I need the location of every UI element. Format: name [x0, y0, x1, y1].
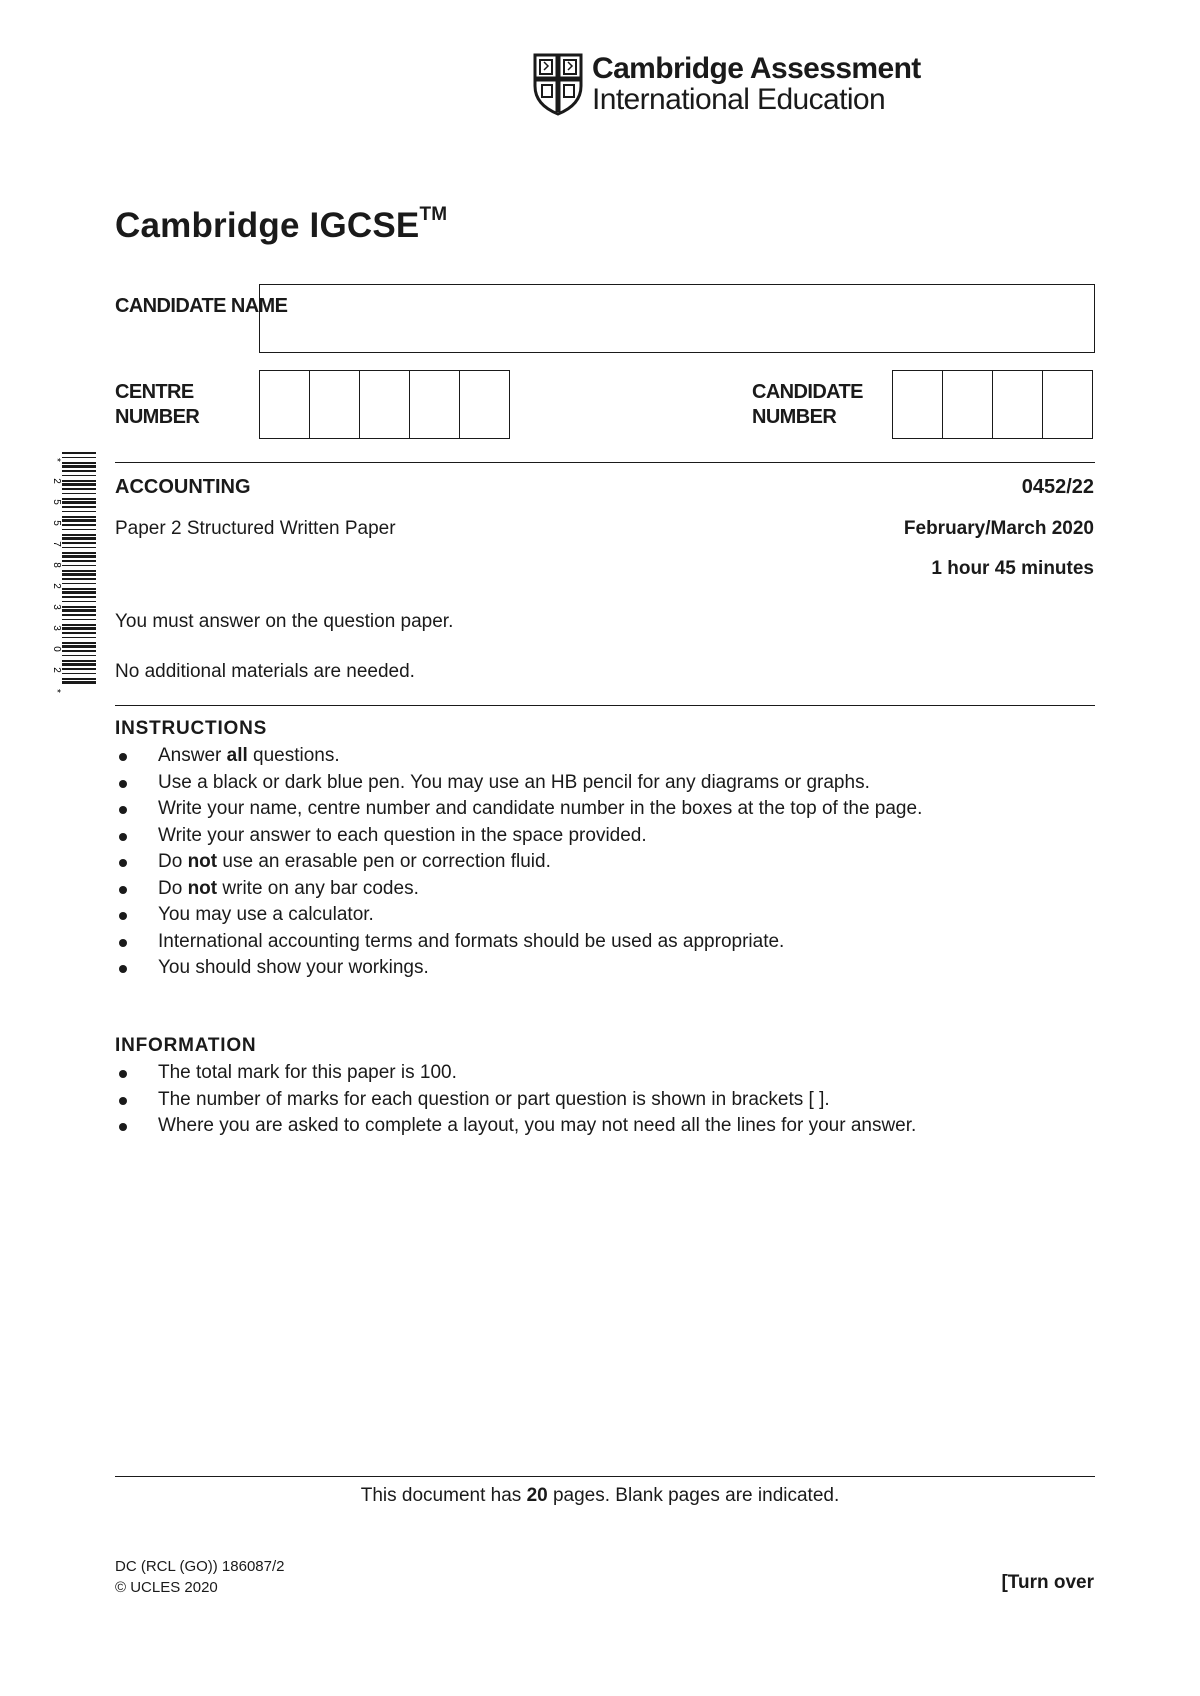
barcode-bar: [62, 560, 96, 562]
barcode-bar: [62, 678, 96, 680]
instruction-post: use an erasable pen or correction fluid.: [217, 851, 551, 872]
information-text: Where you are asked to complete a layout, you may not need all the lines for your answer.: [158, 1115, 917, 1136]
instruction-pre: You may use a calculator.: [158, 904, 374, 925]
document-reference: [115, 1556, 285, 1598]
barcode-bar: [62, 624, 96, 626]
barcode-bar: [62, 681, 96, 684]
information-heading: INFORMATION: [115, 1035, 257, 1056]
instruction-pre: Write your name, centre number and candidate number in the boxes at the top of the page.: [158, 798, 923, 819]
centre-number-cell[interactable]: [410, 371, 460, 438]
barcode-bar: [62, 555, 96, 558]
page-count-pre: This document has: [360, 1485, 527, 1506]
barcode-bar: [62, 601, 96, 602]
barcode-bar: [62, 483, 96, 486]
bullet-icon: [119, 833, 127, 841]
barcode-bar: [62, 542, 96, 544]
barcode-bar: [62, 591, 96, 594]
barcode-bar: [62, 529, 96, 530]
candidate-number-cell[interactable]: [943, 371, 993, 438]
barcode-digit: 3: [51, 604, 62, 610]
barcode-bar: [62, 565, 96, 566]
barcode-digit: 5: [51, 499, 62, 505]
logo-line-2: International Education: [592, 83, 886, 116]
instruction-pre: Answer: [158, 745, 227, 766]
candidate-number-label: CANDIDATE NUMBER: [752, 381, 863, 428]
divider-middle: [115, 705, 1095, 706]
bullet-icon: [119, 886, 127, 894]
barcode-bar: [62, 663, 96, 666]
candidate-number-boxes[interactable]: [892, 370, 1093, 439]
barcode-bar: [62, 632, 96, 634]
instruction-pre: Write your answer to each question in the space provided.: [158, 824, 647, 846]
qualification-title: [115, 206, 447, 246]
exam-duration: 1 hour 45 minutes: [931, 558, 1094, 579]
bullet-icon: [119, 912, 127, 920]
paper-title: Paper 2 Structured Written Paper: [115, 518, 396, 539]
information-text: The number of marks for each question or part question is shown in brackets [ ].: [158, 1088, 830, 1110]
barcode-digit: 0: [51, 646, 62, 652]
candidate-name-label: CANDIDATE NAME: [115, 295, 288, 317]
page-count-post: pages. Blank pages are indicated.: [547, 1485, 840, 1506]
instruction-item: [115, 770, 1095, 797]
candidate-name-box[interactable]: [259, 284, 1095, 353]
centre-number-cell[interactable]: [260, 371, 310, 438]
barcode-bar: [62, 645, 96, 648]
barcode-bar: [62, 511, 96, 512]
barcode-bar: [62, 578, 96, 580]
cambridge-logo: [532, 52, 921, 116]
barcode-digit: 3: [51, 625, 62, 631]
crest-icon: [532, 52, 584, 116]
centre-number-boxes[interactable]: [259, 370, 510, 439]
materials-note: No additional materials are needed.: [115, 661, 415, 682]
bullet-icon: [119, 806, 127, 814]
barcode-digit: 2: [51, 478, 62, 484]
barcode-bar: [62, 673, 96, 674]
bullet-icon: [119, 1097, 127, 1105]
candidate-number-cell[interactable]: [893, 371, 943, 438]
barcode-bar: [62, 524, 96, 526]
instruction-pre: Use a black or dark blue pen. You may use an HB pencil for any diagrams or graphs.: [158, 771, 870, 793]
barcode-digit: 2: [51, 583, 62, 589]
barcode-bar: [62, 596, 96, 598]
barcode-bar: [62, 552, 96, 554]
instruction-pre: You should show your workings.: [158, 957, 429, 978]
subject-title: ACCOUNTING: [115, 476, 251, 498]
barcode-bar: [62, 506, 96, 508]
information-item: [115, 1113, 1095, 1140]
barcode-bar: [62, 462, 96, 464]
divider-bottom: [115, 1476, 1095, 1477]
barcode-bar: [62, 570, 96, 572]
instruction-item: [115, 796, 1095, 823]
barcode-bars: [51, 452, 96, 693]
barcode-bar: [62, 457, 96, 458]
barcode-bar: [62, 655, 96, 656]
instruction-pre: International accounting terms and formats should be used as appropriate.: [158, 930, 785, 952]
instruction-emphasis: not: [187, 877, 218, 899]
barcode-bar: [62, 614, 96, 616]
barcode-bar: [62, 606, 96, 608]
instruction-item: [115, 743, 1095, 770]
barcode-bar: [62, 470, 96, 472]
page-count-note: [0, 1485, 1200, 1507]
answer-note: You must answer on the question paper.: [115, 611, 454, 632]
barcode-digit: 2: [51, 667, 62, 673]
centre-number-cell[interactable]: [460, 371, 509, 438]
barcode-digit: 7: [51, 541, 62, 547]
candidate-number-cell[interactable]: [1043, 371, 1092, 438]
barcode-bar: [62, 493, 96, 494]
candidate-number-cell[interactable]: [993, 371, 1043, 438]
qualification-name: Cambridge IGCSE: [115, 206, 420, 245]
barcode-bar: [62, 573, 96, 576]
centre-number-label: CENTRE NUMBER: [115, 381, 200, 428]
barcode-bar: [62, 480, 96, 482]
instruction-emphasis: not: [187, 851, 218, 872]
bullet-icon: [119, 1123, 127, 1131]
instruction-item: [115, 849, 1095, 876]
bullet-icon: [119, 965, 127, 973]
barcode-bar: [62, 488, 96, 490]
bullet-icon: [119, 939, 127, 947]
barcode-bar: [62, 637, 96, 638]
instruction-emphasis: all: [226, 745, 248, 766]
barcode-bar: [62, 547, 96, 548]
instruction-item: [115, 876, 1095, 903]
barcode-bar: [62, 668, 96, 670]
turn-over: [Turn over: [1001, 1572, 1094, 1593]
logo-line-1: Cambridge Assessment: [592, 52, 921, 85]
trademark-symbol: TM: [419, 204, 448, 226]
bullet-icon: [119, 753, 127, 761]
bullet-icon: [119, 1070, 127, 1078]
barcode-bar: [62, 465, 96, 468]
instruction-item: [115, 823, 1095, 850]
barcode: [46, 452, 96, 693]
barcode-bar: [62, 619, 96, 620]
logo-wordmark: [592, 53, 921, 115]
barcode-bar: [62, 609, 96, 612]
reference-code: DC (RCL (GO)) 186087/2: [115, 1558, 285, 1575]
instruction-item: [115, 902, 1095, 929]
barcode-bar: [62, 452, 96, 454]
barcode-bar: [62, 650, 96, 652]
barcode-bar: [62, 498, 96, 500]
instruction-item: [115, 929, 1095, 956]
centre-number-cell[interactable]: [360, 371, 410, 438]
exam-session: February/March 2020: [903, 518, 1094, 539]
barcode-bar: [62, 627, 96, 630]
barcode-bar: [62, 642, 96, 644]
instruction-item: [115, 955, 1095, 982]
barcode-digit: 5: [51, 520, 62, 526]
information-item: [115, 1087, 1095, 1114]
barcode-bar: [62, 534, 96, 536]
barcode-digit: *: [51, 458, 62, 462]
instructions-list: [115, 743, 1095, 982]
barcode-bar: [62, 519, 96, 522]
copyright: © UCLES 2020: [115, 1579, 218, 1596]
barcode-bar: [62, 588, 96, 590]
paper-code: 0452/22: [1021, 476, 1094, 498]
divider-top: [115, 462, 1095, 463]
instruction-post: questions.: [247, 745, 340, 766]
page-count: 20: [526, 1485, 548, 1506]
instructions-heading: INSTRUCTIONS: [115, 718, 268, 739]
barcode-bar: [62, 583, 96, 584]
bullet-icon: [119, 859, 127, 867]
bullet-icon: [119, 780, 127, 788]
centre-number-cell[interactable]: [310, 371, 360, 438]
instruction-pre: Do: [158, 851, 188, 872]
barcode-bar: [62, 537, 96, 540]
instruction-post: write on any bar codes.: [217, 877, 419, 899]
barcode-bar: [62, 516, 96, 518]
barcode-bar: [62, 660, 96, 662]
barcode-bar: [62, 501, 96, 504]
barcode-digit: 8: [51, 562, 62, 568]
information-text: The total mark for this paper is 100.: [158, 1062, 457, 1083]
barcode-bar: [62, 475, 96, 476]
information-list: [115, 1060, 1095, 1140]
instruction-pre: Do: [158, 877, 188, 899]
information-item: [115, 1060, 1095, 1087]
barcode-digit: *: [51, 689, 62, 693]
